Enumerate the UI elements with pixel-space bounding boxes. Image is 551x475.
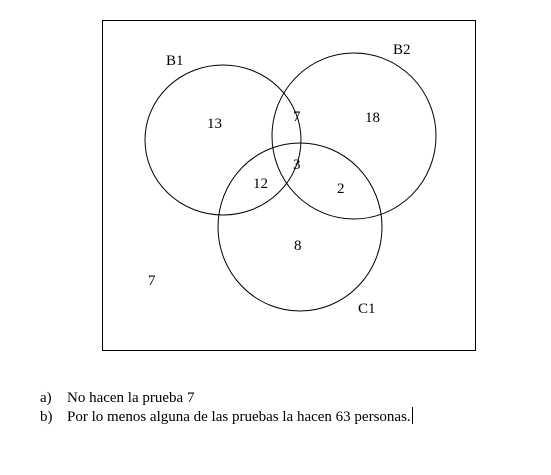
set-b2-label: B2: [393, 42, 411, 58]
region-b2-c1-only: 2: [337, 181, 345, 197]
answer-a-text: No hacen la prueba 7: [67, 390, 195, 406]
text-cursor: [412, 407, 413, 424]
set-b1-label: B1: [166, 53, 184, 69]
set-b2-circle: [272, 53, 436, 219]
region-c1-only: 8: [294, 238, 302, 254]
set-c1-label: C1: [358, 301, 376, 317]
answer-b: [40, 407, 413, 426]
region-all-three: 3: [293, 157, 301, 173]
answer-b-text[interactable]: Por lo menos alguna de las pruebas la hacen 63 personas.: [67, 409, 411, 425]
answers-list: [40, 389, 413, 426]
answer-b-marker: b): [40, 409, 53, 425]
answer-a-marker: a): [40, 390, 52, 406]
region-outside: 7: [148, 273, 156, 289]
region-b1-c1-only: 12: [253, 176, 268, 192]
region-b1-b2-only: 7: [293, 109, 301, 125]
region-b1-only: 13: [207, 116, 222, 132]
region-b2-only: 18: [365, 110, 380, 126]
set-b1-circle: [145, 65, 301, 215]
answer-a: [40, 389, 413, 407]
